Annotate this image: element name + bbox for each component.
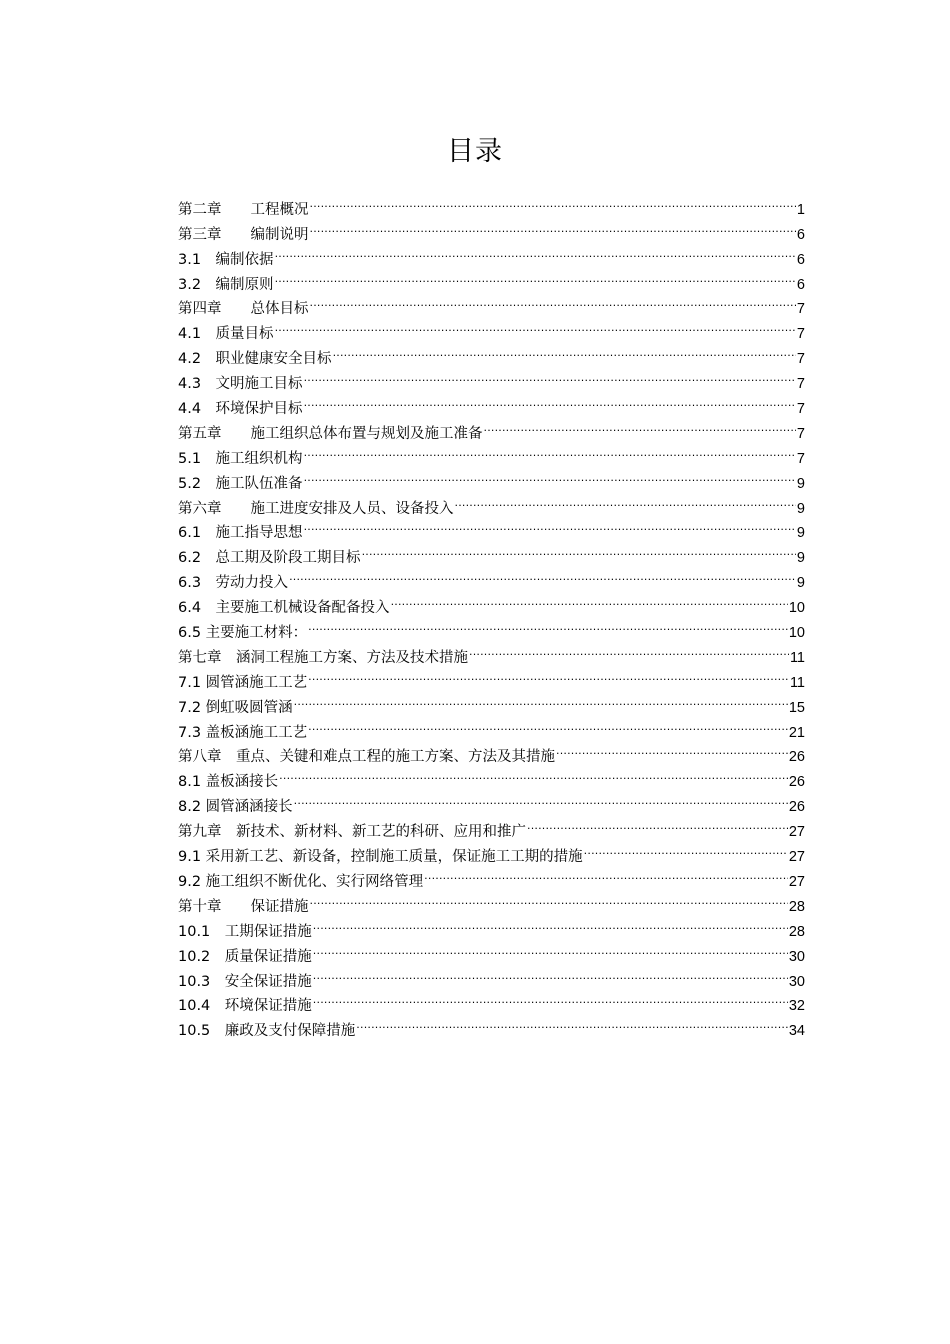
toc-entry-label: 7.1 圆管涵施工工艺	[178, 674, 308, 691]
toc-entry-page-number: 6	[796, 226, 805, 243]
toc-leader-dots	[310, 189, 796, 214]
toc-leader-dots	[313, 961, 788, 986]
toc-entry-label: 第三章 编制说明	[178, 226, 309, 243]
toc-leader-dots	[308, 662, 789, 687]
toc-leader-dots	[304, 513, 796, 538]
table-of-contents	[178, 189, 805, 1040]
toc-leader-dots	[304, 463, 796, 488]
toc-entry-label: 6.5 主要施工材料：	[178, 625, 308, 642]
toc-leader-dots	[527, 811, 788, 836]
toc-leader-dots	[484, 413, 796, 438]
toc-entry-label: 7.2 倒虹吸圆管涵	[178, 699, 293, 716]
toc-leader-dots	[455, 488, 796, 513]
toc-entry-label: 6.2 总工期及阶段工期目标	[178, 550, 361, 567]
toc-entry-label: 第六章 施工进度安排及人员、设备投入	[178, 500, 454, 517]
toc-entry-label: 8.2 圆管涵涵接长	[178, 799, 293, 816]
toc-leader-dots	[304, 363, 796, 388]
toc-leader-dots	[391, 587, 788, 612]
toc-leader-dots	[304, 388, 796, 413]
toc-entry-label: 10.5 廉政及支付保障措施	[178, 1023, 356, 1040]
toc-entry-label: 4.4 环境保护目标	[178, 401, 303, 418]
toc-entry-page-number: 28	[788, 923, 805, 940]
toc-entry-label: 5.2 施工队伍准备	[178, 475, 303, 492]
toc-entry-label: 5.1 施工组织机构	[178, 450, 303, 467]
toc-entry-page-number: 26	[788, 799, 805, 816]
toc-entry-page-number: 9	[796, 575, 805, 592]
toc-leader-dots	[308, 712, 788, 737]
toc-entry-page-number: 30	[788, 948, 805, 965]
toc-entry-page-number: 26	[788, 774, 805, 791]
toc-leader-dots	[584, 836, 788, 861]
toc-entry-page-number: 11	[789, 674, 805, 691]
toc-leader-dots	[294, 786, 788, 811]
toc-entry-label: 3.1 编制依据	[178, 251, 274, 268]
toc-entry-label: 第七章 涵洞工程施工方案、方法及技术措施	[178, 649, 468, 666]
toc-entry-page-number: 7	[796, 351, 805, 368]
toc-entry-label: 8.1 盖板涵接长	[178, 774, 279, 791]
toc-entry-page-number: 21	[788, 724, 805, 741]
toc-entry-label: 6.1 施工指导思想	[178, 525, 303, 542]
toc-entry[interactable]	[178, 189, 805, 218]
toc-entry-page-number: 28	[788, 898, 805, 915]
toc-leader-dots	[275, 239, 796, 264]
toc-entry-page-number: 7	[796, 326, 805, 343]
toc-entry-label: 第二章 工程概况	[178, 201, 309, 218]
toc-entry-label: 4.1 质量目标	[178, 326, 274, 343]
page-title: 目录	[447, 136, 503, 167]
toc-entry-label: 3.2 编制原则	[178, 276, 274, 293]
toc-entry-page-number: 7	[796, 376, 805, 393]
toc-leader-dots	[356, 1010, 788, 1035]
toc-leader-dots	[310, 289, 796, 314]
toc-entry-label: 9.1 采用新工艺、新设备，控制施工质量，保证施工工期的措施	[178, 849, 583, 866]
toc-leader-dots	[304, 438, 796, 463]
toc-entry-label: 7.3 盖板涵施工工艺	[178, 724, 308, 741]
toc-leader-dots	[313, 936, 788, 961]
toc-entry-page-number: 30	[788, 973, 805, 990]
toc-leader-dots	[362, 537, 796, 562]
toc-leader-dots	[424, 861, 788, 886]
toc-entry-label: 4.3 文明施工目标	[178, 376, 303, 393]
toc-entry-page-number: 27	[788, 824, 805, 841]
toc-entry-page-number: 9	[796, 525, 805, 542]
toc-leader-dots	[333, 338, 796, 363]
toc-leader-dots	[289, 562, 796, 587]
toc-entry-page-number: 11	[789, 649, 805, 666]
toc-leader-dots	[294, 687, 788, 712]
toc-entry-page-number: 15	[788, 699, 805, 716]
toc-leader-dots	[469, 637, 789, 662]
toc-leader-dots	[310, 214, 796, 239]
toc-leader-dots	[275, 313, 796, 338]
toc-leader-dots	[313, 911, 788, 936]
toc-leader-dots	[279, 761, 788, 786]
toc-entry-label: 9.2 施工组织不断优化、实行网络管理	[178, 873, 424, 890]
toc-entry-label: 第四章 总体目标	[178, 301, 309, 318]
toc-leader-dots	[308, 612, 788, 637]
toc-entry-label: 10.1 工期保证措施	[178, 923, 312, 940]
toc-entry-page-number: 7	[796, 450, 805, 467]
toc-entry-label: 10.3 安全保证措施	[178, 973, 312, 990]
toc-entry-page-number: 7	[796, 301, 805, 318]
toc-entry-label: 第十章 保证措施	[178, 898, 309, 915]
toc-entry-page-number: 27	[788, 873, 805, 890]
toc-entry-page-number: 26	[788, 749, 805, 766]
toc-entry-page-number: 7	[796, 425, 805, 442]
toc-entry-page-number: 34	[788, 1023, 805, 1040]
toc-entry-page-number: 6	[796, 276, 805, 293]
toc-entry-page-number: 1	[796, 201, 805, 218]
toc-entry-label: 第八章 重点、关键和难点工程的施工方案、方法及其措施	[178, 749, 555, 766]
toc-entry-label: 第五章 施工组织总体布置与规划及施工准备	[178, 425, 483, 442]
toc-entry-page-number: 32	[788, 998, 805, 1015]
toc-entry-page-number: 6	[796, 251, 805, 268]
toc-entry-label: 10.2 质量保证措施	[178, 948, 312, 965]
toc-entry-label: 第九章 新技术、新材料、新工艺的科研、应用和推广	[178, 824, 526, 841]
toc-leader-dots	[556, 737, 788, 762]
toc-entry-page-number: 10	[788, 600, 805, 617]
toc-entry-page-number: 10	[788, 625, 805, 642]
toc-entry-page-number: 9	[796, 475, 805, 492]
toc-entry-label: 10.4 环境保证措施	[178, 998, 312, 1015]
toc-leader-dots	[310, 886, 788, 911]
toc-entry-label: 6.3 劳动力投入	[178, 575, 289, 592]
toc-entry-page-number: 9	[796, 550, 805, 567]
toc-entry-label: 4.2 职业健康安全目标	[178, 351, 332, 368]
toc-leader-dots	[313, 986, 788, 1011]
toc-leader-dots	[275, 264, 796, 289]
toc-entry-page-number: 9	[796, 500, 805, 517]
toc-entry-page-number: 7	[796, 401, 805, 418]
toc-entry-label: 6.4 主要施工机械设备配备投入	[178, 600, 390, 617]
toc-entry-page-number: 27	[788, 849, 805, 866]
